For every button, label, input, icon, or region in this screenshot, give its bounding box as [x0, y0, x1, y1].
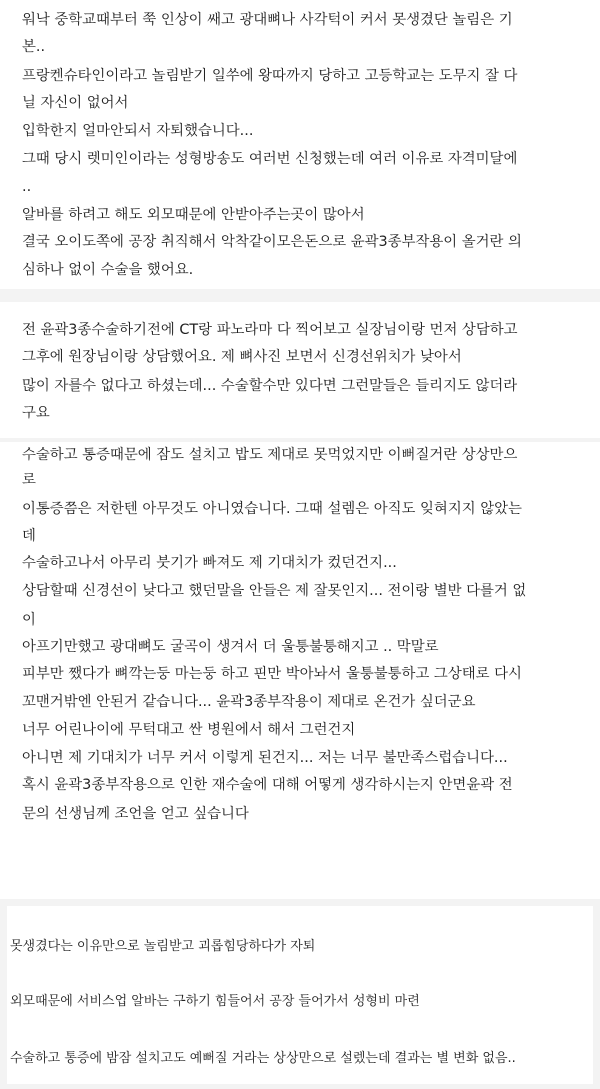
text-line: 꼬맨거밖엔 안된거 같습니다... 윤곽3종부작용이 제대로 온건가 싶더군요 — [22, 694, 476, 710]
text-line: 이통증쯤은 저한텐 아무것도 아니였습니다. 그때 설렘은 아직도 잊혀지지 않았는 — [22, 501, 522, 517]
text-line: 본.. — [22, 39, 46, 55]
text-line: 그때 당시 렛미인이라는 성형방송도 여러번 신청했는데 여러 이유로 자격미달에 — [22, 151, 518, 167]
summary-line: 외모때문에 서비스업 알바는 구하기 힘들어서 공장 들어가서 성형비 마련 — [10, 994, 420, 1009]
text-line: 구요 — [22, 405, 50, 421]
text-line: 혹시 윤곽3종부작용으로 인한 재수술에 대해 어떻게 생각하시는지 안면윤곽 전 — [22, 777, 513, 793]
text-line: 로 — [22, 472, 36, 488]
text-line: 닐 자신이 없어서 — [22, 95, 129, 111]
text-line: 입학한지 얼마안되서 자퇴했습니다... — [22, 123, 254, 139]
story-block-3 — [0, 442, 600, 899]
text-line: .. — [22, 179, 32, 195]
story-block-1 — [0, 0, 600, 289]
text-line: 심하나 없이 수술을 했어요. — [22, 262, 194, 278]
text-line: 아니면 제 기대치가 너무 커서 이렇게 된건지... 저는 너무 불만족스럽습니다... — [22, 750, 508, 766]
text-line: 프랑켄슈타인이라고 놀림받기 일쑤에 왕따까지 당하고 고등학교는 도무지 잘 다 — [22, 68, 518, 84]
text-line: 많이 자를수 없다고 하셨는데... 수술할수만 있다면 그런말들은 들리지도 않더라 — [22, 378, 518, 394]
text-line: 너무 어린나이에 무턱대고 싼 병원에서 해서 그런건지 — [22, 722, 356, 738]
text-line: 피부만 쨌다가 뼈깍는둥 마는둥 하고 핀만 박아놔서 울퉁불퉁하고 그상태로 다시 — [22, 666, 522, 682]
text-line: 알바를 하려고 해도 외모때문에 안받아주는곳이 많아서 — [22, 207, 365, 223]
text-line: 아프기만했고 광대뼈도 굴곡이 생겨서 더 울퉁불퉁해지고 .. 막말로 — [22, 639, 439, 655]
summary-box — [7, 906, 593, 1084]
text-line: 상담할때 신경선이 낮다고 했던말을 안들은 제 잘못인지... 전이랑 별반 다를거 없 — [22, 583, 527, 599]
text-line: 문의 선생님께 조언을 얻고 싶습니다 — [22, 806, 249, 822]
summary-line: 못생겼다는 이유만으로 놀림받고 괴롭힘당하다가 자퇴 — [10, 939, 316, 954]
text-line: 이 — [22, 612, 36, 628]
text-line: 그후에 원장님이랑 상담했어요. 제 뼈사진 보면서 신경선위치가 낮아서 — [22, 349, 462, 365]
text-line: 결국 오이도쪽에 공장 취직해서 악착같이모은돈으로 윤곽3종부작용이 올거란 의 — [22, 234, 522, 250]
story-block-2 — [0, 302, 600, 438]
text-line: 워낙 중학교때부터 쭉 인상이 쌔고 광대뼈나 사각턱이 커서 못생겼단 놀림은 기 — [22, 12, 513, 28]
text-line: 데 — [22, 528, 36, 544]
text-line: 수술하고나서 아무리 붓기가 빠져도 제 기대치가 컸던건지... — [22, 555, 397, 571]
summary-line: 수술하고 통증에 밤잠 설치고도 예뻐질 거라는 상상만으로 설렜는데 결과는 별 변화 없음.. — [10, 1051, 516, 1066]
text-line: 수술하고 통증때문에 잠도 설치고 밥도 제대로 못먹었지만 이뻐질거란 상상만으 — [22, 447, 518, 463]
text-line: 전 윤곽3종수술하기전에 CT랑 파노라마 다 찍어보고 실장님이랑 먼저 상담하고 — [22, 322, 518, 338]
